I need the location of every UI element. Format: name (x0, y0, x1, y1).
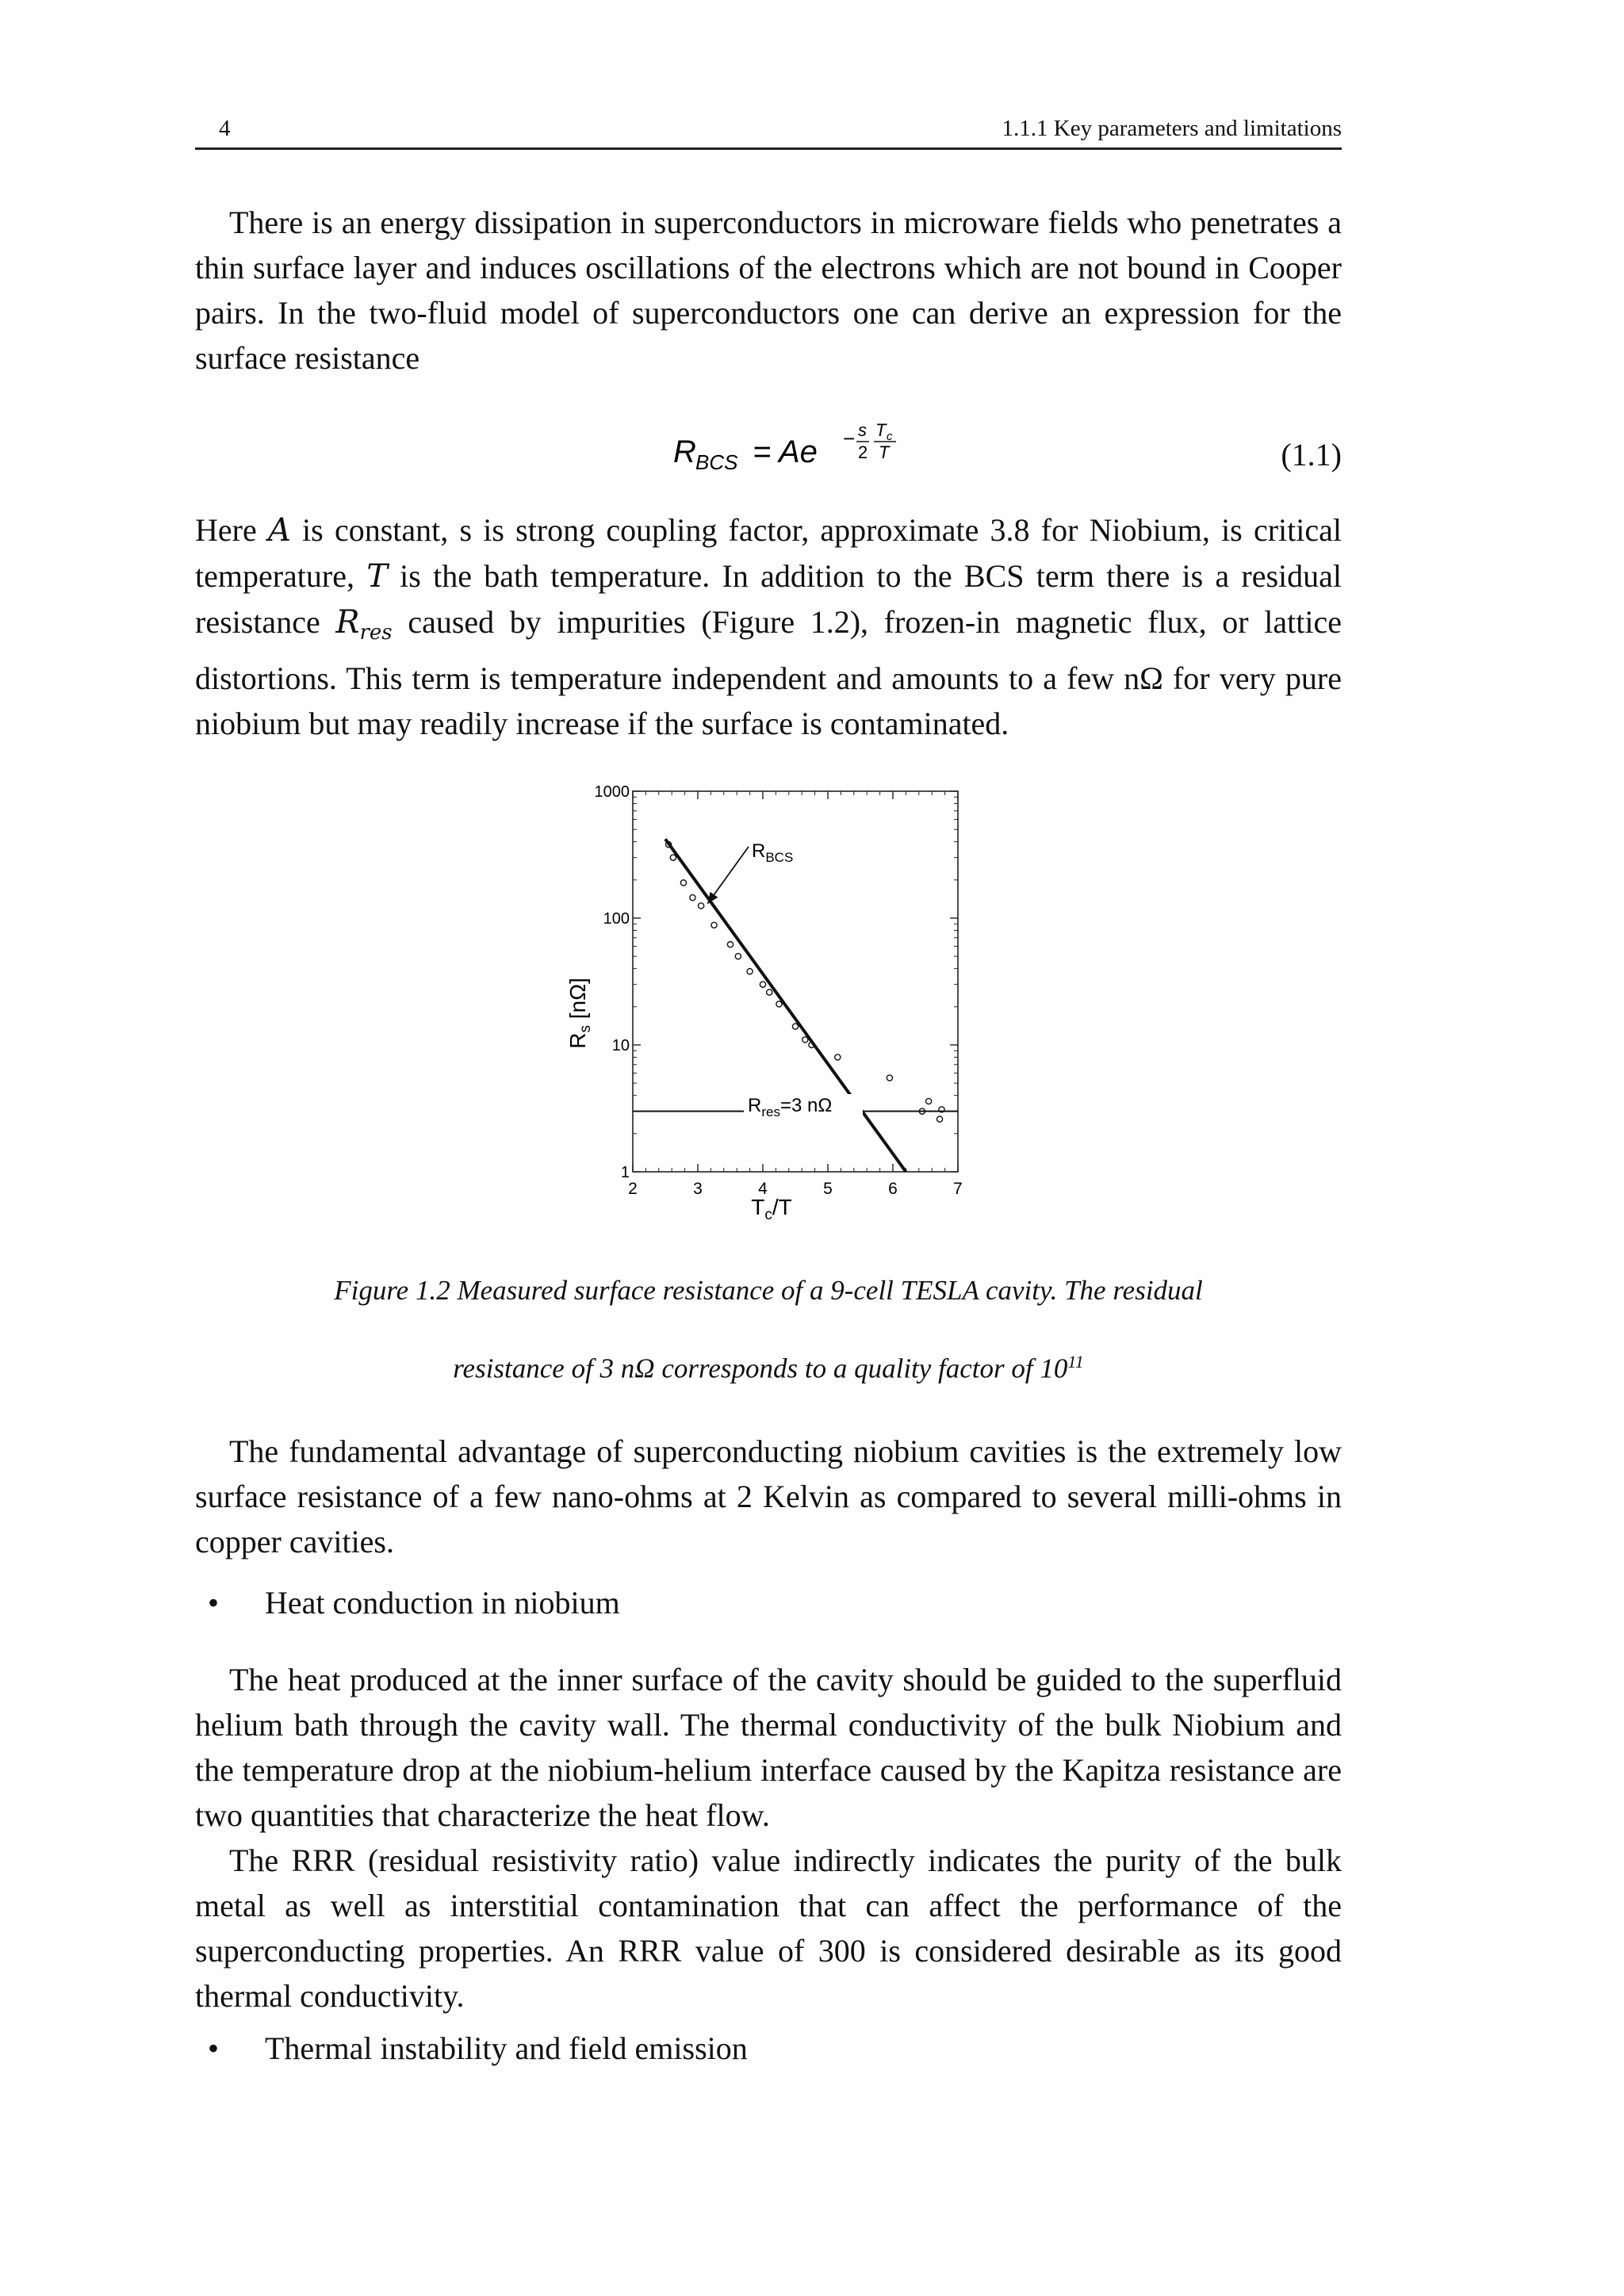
running-title: 1.1.1 Key parameters and limitations (1002, 116, 1342, 141)
running-header (195, 114, 1342, 150)
data-point (711, 922, 717, 928)
r-res-label: $R_{res}=3$ nΩ (748, 1095, 833, 1119)
data-point (760, 982, 765, 987)
text-run: is constant, s is strong coupling factor, approximate 3.8 for Niobium, is critical temperature, (195, 512, 1342, 594)
caption-exponent: 11 (1067, 1352, 1084, 1372)
data-point (735, 954, 741, 959)
eq-exp-2: 2 (858, 442, 868, 462)
eq-exp-minus: − (843, 427, 856, 450)
paragraph-text: The heat produced at the inner surface of the cavity should be guided to the superfluid helium bath through the cavity wall. The thermal conductivity of the bulk Niobium and the temperature drop at the niobium-helium interface caused by the Kapitza resistance are two quantities that characterize the heat flow. (195, 1662, 1342, 1833)
x-tick-label: 7 (953, 1180, 963, 1198)
bullet-marker: • (208, 1585, 220, 1621)
paragraph-advantage (195, 1429, 1342, 1564)
text-run: Here (195, 512, 268, 548)
data-point (802, 1037, 808, 1043)
data-point (792, 1024, 798, 1029)
data-point (776, 1001, 782, 1007)
data-point (835, 1054, 841, 1060)
paragraph-text (195, 507, 1342, 746)
data-point (887, 1075, 892, 1081)
data-point (680, 880, 686, 886)
equation-number: (1.1) (1281, 437, 1342, 473)
y-tick-label: 1 (620, 1164, 630, 1181)
paragraph-text: There is an energy dissipation in superconductors in microware fields who penetrates a thin surface layer and induces oscillations of the electrons which are not bound in Cooper pairs. In the two-fluid model of superconductors one can derive an expression for the surface resistance (195, 205, 1342, 376)
math-r: R (335, 604, 360, 641)
figure-caption-line-1: Figure 1.2 Measured surface resistance of a 9-cell TESLA cavity. The residual (334, 1275, 1203, 1306)
bullet-text: Heat conduction in niobium (265, 1585, 620, 1621)
data-point (747, 969, 753, 974)
x-tick-label: 3 (693, 1180, 703, 1198)
y-tick-label: 10 (611, 1037, 630, 1054)
page-number: 4 (219, 116, 231, 141)
data-point (767, 989, 772, 995)
text-run: is the bath temperature. In addition to the BCS term there is a residual resistance (195, 558, 1342, 640)
eq-exp-tc: T (875, 420, 887, 440)
data-point (936, 1116, 942, 1122)
paragraph-parameters (195, 507, 1342, 746)
math-res-subscript: res (359, 621, 393, 645)
axis-tick-labels (595, 783, 963, 1198)
paragraph-text: The RRR (residual resistivity ratio) value indirectly indicates the purity of the bulk metal as well as interstitial contamination that can affect the performance of the superconducting properties. An RRR value of 300 is considered desirable as its good thermal conductivity. (195, 1843, 1342, 2014)
bullet-text: Thermal instability and field emission (265, 2030, 748, 2066)
eq-exp-s: s (858, 420, 867, 440)
bcs-formula (673, 412, 943, 476)
paragraph-text: The fundamental advantage of superconducting niobium cavities is the extremely low surface resistance of a few nano-ohms at 2 Kelvin as compared to several milli-ohms in copper cavities. (195, 1433, 1342, 1559)
eq-exp-t: T (879, 442, 890, 462)
math-t: T (366, 558, 388, 595)
x-tick-label: 4 (758, 1180, 768, 1198)
y-tick-label: 100 (603, 910, 630, 928)
x-tick-label: 5 (823, 1180, 833, 1198)
paragraph-energy-dissipation (195, 200, 1342, 381)
x-axis-label: $T_c/T$ (751, 1195, 792, 1219)
x-tick-label: 6 (888, 1180, 898, 1198)
eq-lhs-subscript: BCS (695, 450, 738, 474)
math-r-res (335, 604, 393, 645)
r-bcs-label: $R_{BCS}$ (752, 840, 794, 865)
figure-surface-resistance-chart (536, 775, 980, 1219)
math-a: A (267, 512, 291, 549)
r-bcs-arrowhead (707, 892, 718, 904)
data-point (690, 895, 695, 901)
y-axis-label: $R_s$ [nΩ] (565, 978, 594, 1049)
eq-lhs-symbol: R (673, 434, 696, 469)
caption-text: resistance of 3 nΩ corresponds to a quality factor of 10 (453, 1353, 1068, 1384)
data-points (666, 842, 945, 1123)
x-tick-label: 2 (628, 1180, 638, 1198)
text-run: caused by impurities (Figure 1.2), frozen-in magnetic flux, or lattice distortions. This term is temperature independent and amounts to a few nΩ for very pure niobium but may readily increase if the surface is contaminated. (195, 604, 1342, 741)
data-point (699, 903, 704, 909)
bullet-marker: • (208, 2030, 220, 2066)
eq-exp-tc-sub: c (887, 430, 893, 443)
eq-rhs: = Ae (753, 434, 818, 469)
data-point (727, 942, 733, 947)
r-bcs-fit-line (665, 839, 906, 1172)
y-tick-label: 1000 (594, 783, 630, 801)
data-point (670, 855, 676, 860)
paragraph-heat-flow (195, 1657, 1342, 2019)
equation-1-1 (195, 412, 1342, 476)
data-point (926, 1098, 932, 1104)
figure-caption-line-2 (195, 1352, 1342, 1385)
